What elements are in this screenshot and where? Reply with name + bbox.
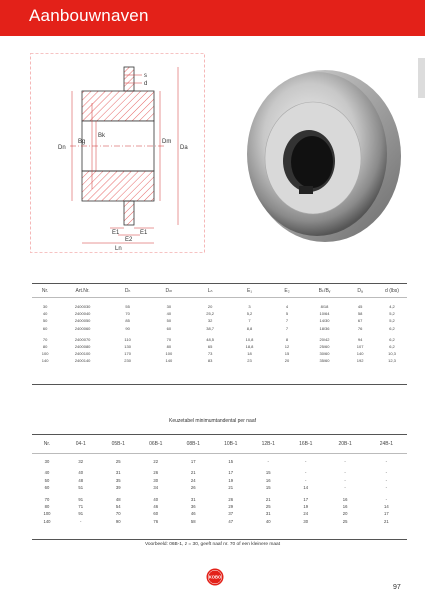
table-cell: 50 [166, 318, 172, 324]
table-cell: 17 [190, 459, 196, 464]
table-cell: 80 [42, 344, 48, 350]
table-row [32, 469, 407, 476]
table-cell: 100 [41, 351, 49, 357]
table-cell: 65 [207, 344, 213, 350]
table-cell: 55 [125, 304, 130, 309]
table-cell: 21 [265, 496, 271, 502]
table-cell: 24 [190, 477, 196, 483]
table-row [32, 510, 407, 517]
table-cell: 18 [247, 351, 252, 357]
table-cell: 12,3 [388, 358, 396, 364]
teeth-col-08b-1: 08B-1 [186, 441, 200, 447]
table-cell: - [305, 470, 307, 476]
table-cell: 60 [44, 485, 50, 491]
table-cell: 30 [166, 304, 172, 309]
table-cell: 15 [228, 459, 234, 464]
table-cell: 40 [265, 518, 271, 524]
spec-col-dm: Dₘ [165, 288, 173, 294]
dim-label-dm: Dm [162, 139, 172, 145]
table-row [32, 350, 407, 357]
table-cell: 21 [384, 518, 389, 524]
table-cell: 76 [153, 518, 159, 524]
table-cell: 7 [285, 325, 289, 331]
table-cell: 32 [207, 318, 213, 324]
table-cell: 31 [115, 470, 121, 476]
spec-col-dn: Dₙ [124, 288, 131, 294]
teeth-col-06b-1: 06B-1 [149, 441, 163, 447]
table-cell: 8 [285, 336, 289, 342]
table-cell: 15 [284, 351, 290, 357]
table-cell: 2400080 [74, 344, 91, 350]
table-cell: - [305, 477, 307, 483]
table-cell: 25,2 [206, 311, 215, 317]
table-cell: 12 [284, 344, 290, 350]
table-cell: 100 [165, 351, 173, 357]
table-cell: 3 [248, 304, 251, 309]
table-cell: 25 [265, 504, 271, 510]
table-cell: 36 [190, 504, 196, 510]
table-cell: 15 [265, 470, 271, 476]
table-cell: 140 [356, 351, 364, 357]
table-cell: 90 [115, 518, 121, 524]
table-cell: 16 [342, 504, 348, 510]
dim-label-bg: Bg [78, 139, 86, 145]
spec-col-e1: E₁ [246, 288, 253, 294]
table-cell: 40 [166, 311, 172, 317]
spec-col-d: d (lbs) [385, 288, 399, 294]
table-cell: 48 [78, 477, 84, 483]
table-cell: 7 [285, 318, 289, 324]
table-cell: 25 [342, 518, 348, 524]
table-cell: 20 [207, 304, 213, 309]
table-cell: 4,2 [389, 304, 395, 309]
table-cell: 19 [303, 504, 309, 510]
table-row [32, 496, 407, 503]
table-cell: 16 [342, 496, 348, 502]
table-cell: 76 [357, 325, 363, 331]
table-cell: 2400030 [74, 304, 91, 309]
spec-col-nr: Nr. [41, 288, 49, 294]
table-cell: 50 [42, 318, 48, 324]
spec-table [32, 283, 407, 365]
table-cell: 2400050 [74, 318, 91, 324]
table-row [32, 310, 407, 317]
table-cell: 22 [153, 459, 159, 464]
table-cell: 91 [78, 496, 84, 502]
spec-col-bk-bg: Bₖ/Bᵧ [318, 288, 331, 294]
dim-label-da: Da [180, 145, 188, 151]
table-cell: - [385, 459, 388, 464]
table-cell: 40 [44, 470, 50, 476]
table-cell: 6,2 [389, 336, 395, 342]
dim-label-bk: Bk [98, 133, 106, 139]
table-cell: 130 [124, 344, 131, 350]
teeth-col-16b-1: 16B-1 [299, 441, 313, 447]
table-cell: 70 [166, 336, 172, 342]
teeth-col-20b-1: 20B-1 [338, 441, 352, 447]
table-cell: 8,8 [246, 325, 253, 331]
table-cell: 14 [303, 485, 309, 491]
teeth-col-12b-1: 12B-1 [261, 441, 275, 447]
table-cell: 2400040 [74, 311, 91, 317]
table-cell: 15 [265, 485, 271, 491]
table-cell: 32 [78, 459, 84, 464]
kobo-logo [206, 568, 224, 586]
example-note: Voorbeeld: 06B-1, z = 30, geeft naaf nr. 70 of een kleinere maat [144, 542, 281, 547]
table-cell: 19 [228, 477, 234, 483]
page-title: Aanbouwnaven [29, 6, 149, 25]
table-row [32, 325, 407, 332]
table-cell: 170 [124, 351, 131, 357]
table-cell: 83 [207, 358, 213, 364]
table-cell: 34 [153, 485, 159, 491]
table-cell: 17 [303, 496, 309, 502]
table-cell: 14 [384, 504, 389, 510]
teeth-col-24b-1: 24B-1 [379, 441, 394, 447]
dim-label-dn: Dn [58, 145, 66, 151]
teeth-header-row [32, 434, 407, 454]
table-cell: 17 [384, 511, 389, 517]
table-cell: 80 [166, 344, 172, 350]
table-cell: 39 [115, 485, 121, 491]
table-cell: 18/36 [319, 325, 330, 331]
table-cell: 94 [357, 336, 363, 342]
table-cell: 30 [44, 459, 50, 464]
table-cell: 26 [153, 470, 159, 476]
table-cell: 30 [303, 518, 309, 524]
table-cell: 140 [165, 358, 173, 364]
spec-col-artnr: Art.Nr. [75, 288, 90, 294]
rule-spec-header [32, 297, 407, 298]
rule-teeth-header [32, 453, 407, 454]
table-cell: 90 [125, 325, 130, 331]
table-cell: 40 [153, 496, 159, 502]
dim-label-s: s [144, 73, 147, 79]
table-cell: 48 [115, 496, 121, 502]
table-cell: 60 [166, 325, 172, 331]
table-cell: 2400140 [74, 358, 91, 364]
table-cell: 16 [265, 477, 271, 483]
table-cell: - [80, 518, 82, 524]
table-cell: 20 [342, 511, 348, 517]
table-cell: 100 [43, 511, 51, 517]
table-cell: 80 [44, 504, 50, 510]
table-cell: 70 [42, 336, 48, 342]
table-cell: 14/30 [319, 318, 330, 324]
table-cell: 2400060 [74, 325, 91, 331]
table-cell: - [344, 477, 346, 483]
table-row [32, 343, 407, 350]
table-row [32, 458, 407, 465]
table-cell: 46 [153, 504, 159, 510]
table-cell: 21 [190, 470, 196, 476]
spec-col-da: Dₐ [357, 288, 363, 294]
table-cell: 30 [153, 477, 159, 483]
table-cell: 58 [190, 518, 196, 524]
table-cell: 60 [153, 511, 159, 517]
hub-technical-drawing [30, 53, 205, 253]
table-cell: 5,2 [246, 311, 253, 317]
table-cell: 5 [285, 311, 289, 317]
table-cell: 20/42 [319, 336, 330, 342]
table-cell: 37 [228, 511, 234, 517]
table-row [32, 336, 407, 343]
rule-spec-bottom [32, 384, 407, 385]
table-cell: 5,2 [389, 311, 395, 317]
table-cell: 10,3 [388, 351, 396, 357]
table-row [32, 484, 407, 491]
dim-label-e1-left: E1 [112, 230, 120, 236]
dim-label-e1-right: E1 [140, 230, 148, 236]
table-cell: 45 [357, 304, 363, 309]
table-cell: 25 [115, 459, 121, 464]
table-cell: 6,2 [389, 325, 395, 331]
table-cell: 2400070 [74, 336, 91, 342]
spec-col-e2: E₂ [284, 288, 290, 294]
teeth-col-05b-1: 05B-1 [111, 441, 125, 447]
dim-label-d: d [144, 81, 148, 87]
table-cell: 21 [228, 485, 234, 491]
table-cell: 140 [43, 518, 51, 524]
table-cell: 17 [228, 470, 234, 476]
table-cell: 47 [228, 518, 234, 524]
teeth-table-caption: Keuzetabel minimumtandental per naaf [169, 418, 256, 424]
table-cell: 85 [125, 318, 130, 324]
table-cell: 91 [78, 511, 84, 517]
table-cell: 230 [124, 358, 131, 364]
table-cell: 30/60 [319, 351, 330, 357]
table-cell: 71 [78, 504, 84, 510]
table-cell: 35 [115, 477, 121, 483]
table-cell: 20 [284, 358, 290, 364]
table-cell: 18,8 [245, 344, 254, 350]
table-cell: 140 [41, 358, 49, 364]
table-cell: 70 [115, 511, 121, 517]
table-cell: 26 [190, 485, 196, 491]
table-cell: 67 [357, 318, 363, 324]
table-cell: 110 [124, 336, 131, 342]
table-row [32, 303, 407, 310]
table-row [32, 503, 407, 510]
table-cell: 58 [357, 311, 363, 317]
table-cell: 38,7 [206, 325, 215, 331]
table-cell: 46 [190, 511, 196, 517]
table-cell: 7 [248, 318, 251, 324]
table-cell: 30 [42, 304, 48, 309]
table-cell: 29 [228, 504, 234, 510]
table-cell: 35/60 [319, 358, 330, 364]
table-cell: 70 [125, 311, 130, 317]
table-cell: - [385, 485, 388, 491]
table-row [32, 477, 407, 484]
table-cell: 26 [228, 496, 234, 502]
table-row [32, 357, 407, 364]
table-cell: 40 [42, 311, 48, 317]
table-cell: 48,5 [206, 336, 215, 342]
table-cell: 23 [247, 358, 252, 364]
table-cell: 107 [356, 344, 364, 350]
table-row [32, 317, 407, 324]
table-row [32, 518, 407, 525]
teeth-col-04-1: 04-1 [75, 441, 86, 447]
table-cell: 40 [78, 470, 84, 476]
teeth-table [32, 434, 407, 525]
table-cell: 10/64 [319, 311, 330, 317]
table-cell: 10,8 [245, 336, 254, 342]
table-cell: 50 [44, 477, 50, 483]
table-cell: - [267, 459, 269, 464]
table-cell: 70 [44, 496, 50, 502]
teeth-col-10b-1: 10B-1 [224, 441, 238, 447]
table-cell: 73 [207, 351, 213, 357]
hub-product-image [233, 58, 403, 248]
logo-text: KOBO [208, 574, 222, 580]
table-cell: 6,2 [389, 344, 395, 350]
table-cell: 31 [265, 511, 271, 517]
table-cell: 60 [42, 325, 48, 331]
table-cell: 24 [303, 511, 309, 517]
table-cell: - [344, 485, 346, 491]
page-header [0, 0, 425, 36]
dim-label-e2: E2 [125, 237, 133, 243]
table-cell: 51 [78, 485, 84, 491]
spec-col-ln: Lₙ [207, 288, 213, 294]
table-cell: - [344, 459, 346, 464]
side-tab-strip [418, 58, 425, 98]
table-cell: 25/60 [319, 344, 330, 350]
rule-teeth-bottom [32, 539, 407, 540]
table-cell: - [344, 470, 346, 476]
table-cell: - [305, 459, 307, 464]
table-cell: - [385, 477, 388, 483]
table-cell: - [385, 496, 388, 502]
dim-label-ln: Ln [115, 246, 122, 252]
table-cell: 192 [356, 358, 364, 364]
table-cell: 31 [190, 496, 196, 502]
table-cell: 54 [115, 504, 121, 510]
page-number: 97 [393, 584, 401, 591]
table-cell: 5,2 [389, 318, 395, 324]
table-cell: 8/18 [320, 304, 329, 309]
table-cell: 2400100 [74, 351, 91, 357]
table-cell: 4 [285, 304, 289, 309]
teeth-col-nr: Nr. [43, 441, 51, 447]
table-cell: - [385, 470, 388, 476]
